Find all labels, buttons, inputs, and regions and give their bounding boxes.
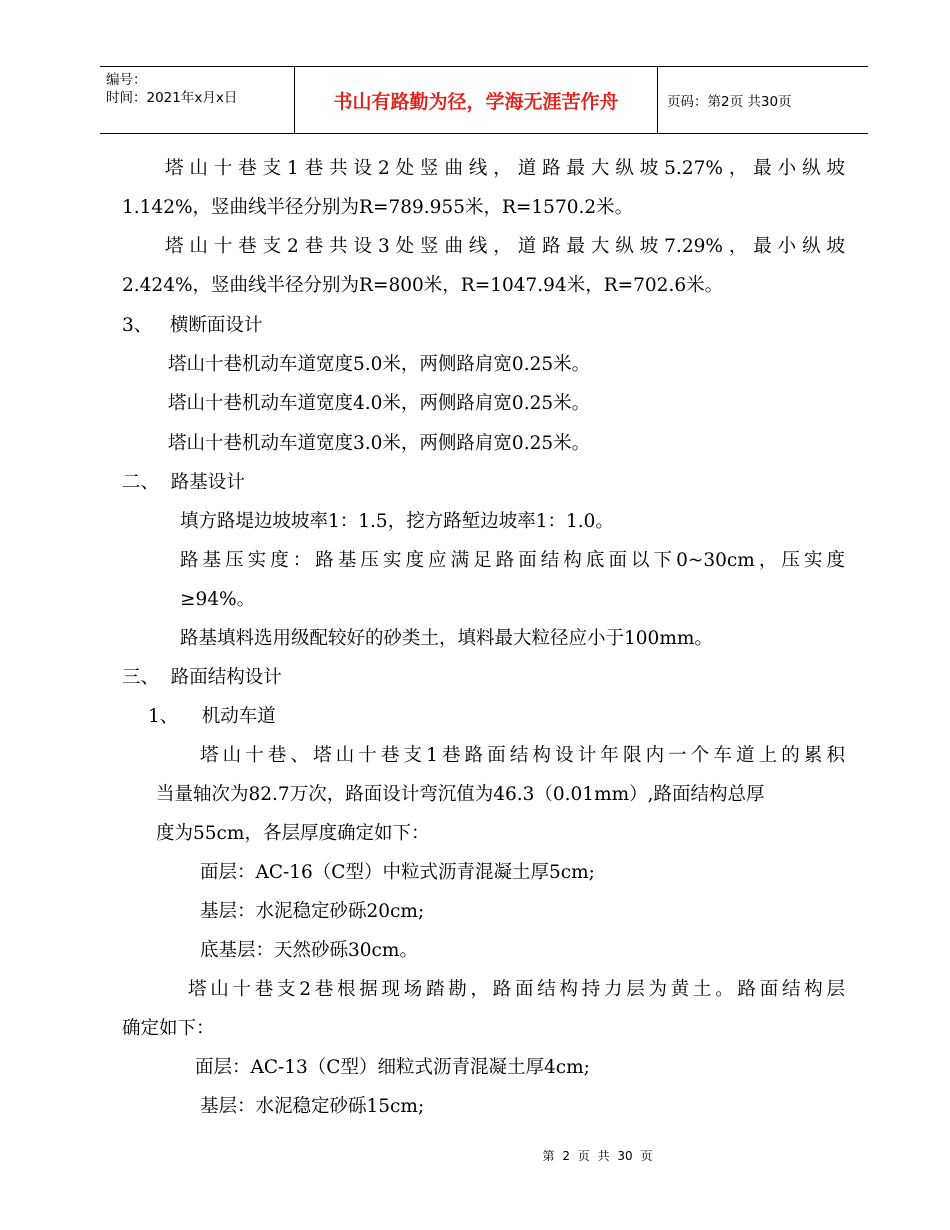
section-heading: 二、 路基设计 xyxy=(122,472,245,493)
paragraph-line: 面层：AC-13（C型）细粒式沥青混凝土厚4cm; xyxy=(195,1057,590,1078)
page-header xyxy=(100,66,868,134)
paragraph-line: 塔山十巷机动车道宽度3.0米，两侧路肩宽0.25米。 xyxy=(168,433,591,454)
paragraph-line: 塔山十巷机动车道宽度4.0米，两侧路肩宽0.25米。 xyxy=(168,393,591,414)
paragraph-line: 当量轴次为82.7万次，路面设计弯沉值为46.3（0.01mm）,路面结构总厚 xyxy=(156,784,765,805)
paragraph-line: 路基填料选用级配较好的砂类土，填料最大粒径应小于100mm。 xyxy=(180,628,713,649)
section-heading: 3、 横断面设计 xyxy=(122,315,263,336)
paragraph-line: 2.424%，竖曲线半径分别为R=800米，R=1047.94米，R=702.6米。 xyxy=(122,275,724,296)
paragraph-line: 塔山十巷、塔山十巷支1巷路面结构设计年限内一个车道上的累积 xyxy=(200,745,845,766)
paragraph-line: 塔山十巷支2巷根据现场踏勘，路面结构持力层为黄土。路面结构层 xyxy=(188,979,845,1000)
header-meta xyxy=(100,67,295,133)
paragraph-line: 确定如下： xyxy=(122,1018,215,1039)
header-page: 页码：第2页 共30页 xyxy=(667,94,792,110)
subsection-heading: 1、 机动车道 xyxy=(148,706,276,727)
paragraph-line: 1.142%，竖曲线半径分别为R=789.955米，R=1570.2米。 xyxy=(122,197,634,218)
paragraph-line: 路基压实度：路基压实度应满足路面结构底面以下0~30cm，压实度 xyxy=(180,550,845,571)
header-motto: 书山有路勤为径，学海无涯苦作舟 xyxy=(295,67,658,133)
paragraph-line: 基层：水泥稳定砂砾15cm; xyxy=(200,1096,425,1117)
paragraph-line: ≥94%。 xyxy=(180,589,256,610)
header-number: 编号： xyxy=(106,72,147,88)
paragraph-line: 填方路堤边坡坡率1：1.5，挖方路堑边坡率1：1.0。 xyxy=(180,511,614,532)
paragraph-line: 度为55cm，各层厚度确定如下： xyxy=(156,823,430,844)
paragraph-line: 塔山十巷支2巷共设3处竖曲线，道路最大纵坡7.29%，最小纵坡 xyxy=(165,236,845,257)
paragraph-line: 塔山十巷支1巷共设2处竖曲线，道路最大纵坡5.27%，最小纵坡 xyxy=(165,158,845,179)
paragraph-line: 面层：AC-16（C型）中粒式沥青混凝土厚5cm; xyxy=(200,862,595,883)
paragraph-line: 底基层：天然砂砾30cm。 xyxy=(200,940,418,961)
header-time: 时间：2021年x月x日 xyxy=(106,90,238,106)
page-footer xyxy=(0,1147,950,1164)
paragraph-line: 基层：水泥稳定砂砾20cm; xyxy=(200,901,425,922)
section-heading: 三、 路面结构设计 xyxy=(122,667,282,688)
footer-page-number: 第 2 页 共 30 页 xyxy=(542,1149,653,1163)
paragraph-line: 塔山十巷机动车道宽度5.0米，两侧路肩宽0.25米。 xyxy=(168,354,591,375)
